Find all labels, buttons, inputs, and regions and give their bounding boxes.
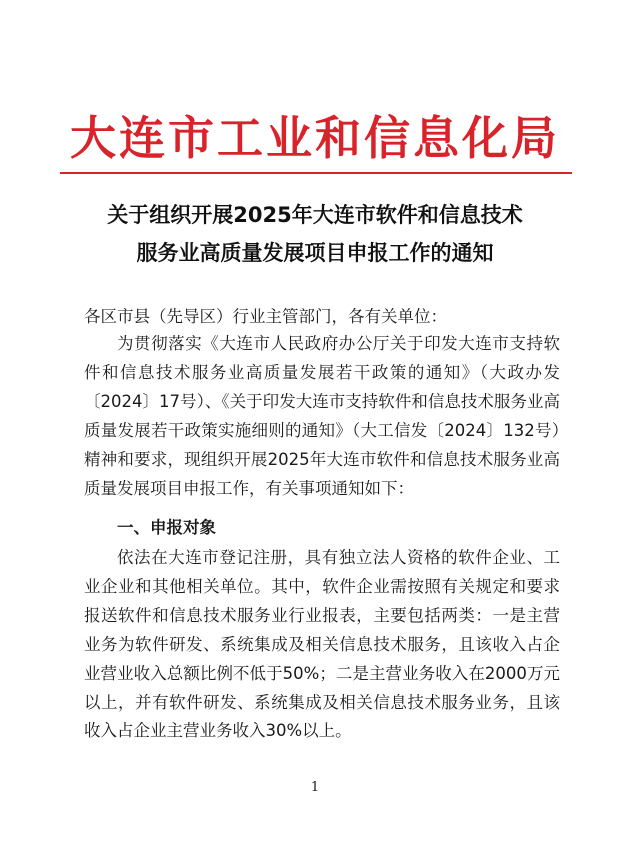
header-red-rule bbox=[60, 172, 572, 174]
applicants-paragraph: 依法在大连市登记注册，具有独立法人资格的软件企业、工业企业和其他相关单位。其中，软件企业需按照有关规定和要求报送软件和信息技术服务业行业报表，主要包括两类：一是主营业务为软件研发、系统集成及相关信息技术服务，且该收入占企业营业收入总额比例不低于50%；二是主营业务收入在2000万元以上，并有软件研发、系统集成及相关信息技术服务业务，且该收入占企业主营业务收入30%以上。 bbox=[84, 548, 560, 741]
addressee-line: 各区市县（先导区）行业主管部门，各有关单位： bbox=[84, 307, 447, 326]
document-title-line2: 服务业高质量发展项目申报工作的通知 bbox=[136, 241, 494, 265]
document-title-line1: 关于组织开展2025年大连市软件和信息技术 bbox=[107, 203, 523, 227]
agency-header: 大连市工业和信息化局 bbox=[70, 111, 560, 165]
intro-paragraph: 为贯彻落实《大连市人民政府办公厅关于印发大连市支持软件和信息技术服务业高质量发展若干政策的通知》（大政办发〔2024〕17号）、《关于印发大连市支持软件和信息技术服务业高质量发展若干政策实施细则的通知》（大工信发〔2024〕132号）精神和要求，现组织开展2025年大连市软件和信息技术服务业高质量发展项目申报工作，有关事项通知如下： bbox=[84, 334, 560, 498]
document-title bbox=[0, 196, 630, 272]
page-number: 1 bbox=[310, 780, 320, 795]
section-heading-applicants: 一、申报对象 bbox=[117, 518, 216, 537]
